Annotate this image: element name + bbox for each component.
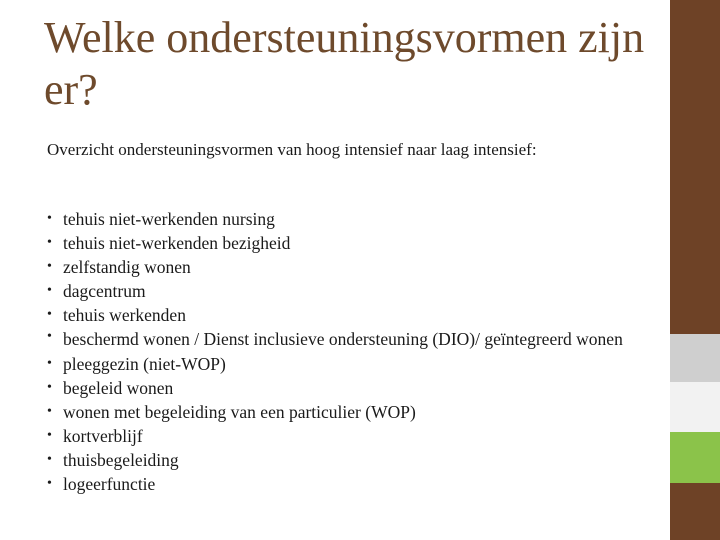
list-item [47,231,647,255]
bullet-icon: • [47,283,52,298]
bullet-icon: • [47,307,52,322]
list-item [47,448,647,472]
sidebar-light-block [667,382,720,432]
bullet-icon: • [47,235,52,250]
bullet-icon: • [47,380,52,395]
sidebar-brown-top [667,0,720,334]
list-item [47,303,647,327]
list-item [47,472,647,496]
slide-content [47,140,652,494]
list-item [47,376,647,400]
bullet-icon: • [47,452,52,467]
bullet-list [47,207,647,496]
list-item [47,255,647,279]
list-item-text: wonen met begeleiding van een particulier (WOP) [63,402,416,422]
list-item-text: beschermd wonen / Dienst inclusieve ondersteuning (DIO)/ geïntegreerd wonen [63,329,623,349]
bullet-icon: • [47,356,52,371]
list-item-text: pleeggezin (niet-WOP) [63,354,226,374]
list-item-text: begeleid wonen [63,378,174,398]
sidebar-gray-block [667,334,720,382]
list-item [47,327,647,352]
decorative-sidebar [667,0,720,540]
list-item-text: logeerfunctie [63,474,156,494]
sidebar-green-block [667,432,720,483]
list-item [47,400,647,424]
intro-text: Overzicht ondersteuningsvormen van hoog intensief naar laag intensief: [47,140,537,159]
bullet-icon: • [47,428,52,443]
list-item [47,207,647,231]
bullet-icon: • [47,329,52,344]
slide-title: Welke ondersteuningsvormen zijn er? [44,13,645,114]
sidebar-divider [667,0,670,540]
bullet-icon: • [47,259,52,274]
list-item-text: tehuis niet-werkenden nursing [63,209,275,229]
list-item [47,424,647,448]
sidebar-brown-bottom [667,483,720,540]
list-item-text: dagcentrum [63,281,146,301]
list-item-text: tehuis niet-werkenden bezigheid [63,233,291,253]
list-item-text: thuisbegeleiding [63,450,179,470]
list-item [47,279,647,303]
list-item-text: zelfstandig wonen [63,257,191,277]
list-item-text: tehuis werkenden [63,305,186,325]
bullet-icon: • [47,211,52,226]
bullet-icon: • [47,404,52,419]
list-item [47,352,647,376]
bullet-icon: • [47,476,52,491]
list-item-text: kortverblijf [63,426,143,446]
